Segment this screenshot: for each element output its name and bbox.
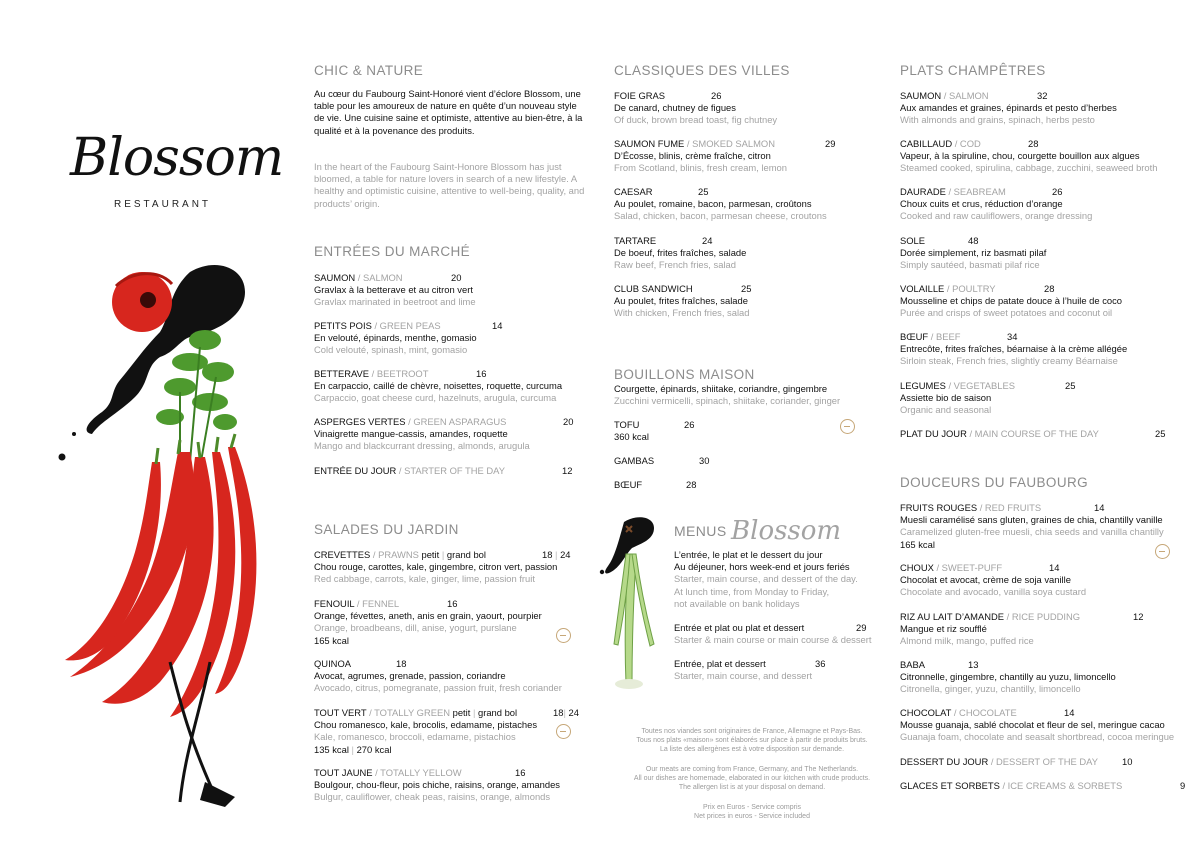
menu-item: CHOUX / SWEET-PUFF 14 Chocolat et avocat, crème de soja vanille Chocolate and avocado, vanilla soya custard	[900, 562, 1087, 598]
menu-item: BŒUF 28	[614, 479, 697, 490]
douceurs-title: DOUCEURS DU FAUBOURG	[900, 475, 1089, 490]
menu-item: RIZ AU LAIT D’AMANDE / RICE PUDDING 12 Mangue et riz soufflé Almond milk, mango, puffed rice	[900, 611, 1144, 647]
menu-item: SOLE 48 Dorée simplement, riz basmati pilaf Simply sautéed, basmati pilaf rice	[900, 235, 1047, 271]
menu-item: PLAT DU JOUR / MAIN COURSE OF THE DAY 25	[900, 428, 1166, 439]
menu-item: FENOUIL / FENNEL 16 Orange, févettes, aneth, anis en grain, yaourt, pourpier Orange, broadbeans, dill, anise, yogurt, purslane 165 kcal	[314, 598, 542, 646]
menu-item: TARTARE 24 De boeuf, frites fraîches, salade Raw beef, French fries, salad	[614, 235, 747, 271]
menus-title: MENUS Blossom	[674, 516, 842, 546]
menu-item: TOFU 26 360 kcal	[614, 419, 695, 443]
menu-item: FOIE GRAS 26 De canard, chutney de figues Of duck, brown bread toast, fig chutney	[614, 90, 778, 126]
menu-item: LEGUMES / VEGETABLES 25 Assiette bio de saison Organic and seasonal	[900, 380, 1076, 416]
menu-item: BABA 13 Citronnelle, gingembre, chantilly au yuzu, limoncello Citronella, ginger, yuzu, chantilly, limoncello	[900, 659, 1116, 695]
footnote-fr: Toutes nos viandes sont originaires de France, Allemagne et Pays-Bas. Tous nos plats «maison» sont élaborés sur place à partir de produits bruts. La liste des allergènes est à votre disposition sur demande.	[636, 728, 868, 753]
bouillons-title: BOUILLONS MAISON	[614, 367, 755, 382]
bouillons-desc: Courgette, épinards, shiitake, coriandre, gingembre Zucchini vermicelli, spinach, shiitake, coriander, ginger	[614, 383, 841, 407]
salades-title: SALADES DU JARDIN	[314, 522, 459, 537]
menus-intro: L’entrée, le plat et le dessert du jour Au déjeuner, hors week-end et jours feriés Starter, main course, and dessert of the day. At lunch time, from Monday to Friday, not available on bank holidays	[674, 549, 858, 609]
menu-item: QUINOA 18 Avocat, agrumes, grenade, passion, coriandre Avocado, citrus, pomegranate, passion fruit, fresh coriander	[314, 658, 562, 694]
menu-item: PETITS POIS / GREEN PEAS 14 En velouté, épinards, menthe, gomasio Cold velouté, spinash, mint, gomasio	[314, 320, 503, 356]
menu-item: CHOCOLAT / CHOCOLATE 14 Mousse guanaja, sablé chocolat et fleur de sel, meringue cacao Guanaja foam, chocolate and seasalt shortbread, cocoa meringue	[900, 707, 1175, 743]
footnote-prices: Prix en Euros - Service compris Net prices in euros - Service included	[694, 804, 810, 820]
label-badge-icon	[1155, 544, 1170, 559]
footnote-en: Our meats are coming from France, Germany, and The Netherlands. All our dishes are homemade, elaborated in our kitchen with crude products. The allergen list is at your disposal on demand.	[633, 766, 871, 791]
menu-item: ASPERGES VERTES / GREEN ASPARAGUS 20 Vinaigrette mangue-cassis, amandes, roquette Mango and blackcurrant dressing, almonds, arugula	[314, 416, 574, 452]
leek-illustration	[596, 514, 668, 690]
menu-item: CAESAR 25 Au poulet, romaine, bacon, parmesan, croûtons Salad, chicken, bacon, parmesan cheese, croutons	[614, 186, 827, 222]
menu-item: SAUMON / SALMON 20 Gravlax à la betterave et au citron vert Gravlax marinated in beetroot and lime	[314, 272, 476, 308]
label-badge-icon	[840, 419, 855, 434]
menu-item: TOUT VERT / TOTALLY GREEN petit | grand bol 18| 24 Chou romanesco, kale, brocolis, edamame, pistaches Kale, romanesco, broccoli, edamame, pistachios 135 kcal | 270 kcal	[314, 707, 579, 755]
menu-item: CABILLAUD / COD 28 Vapeur, à la spiruline, chou, courgette bouillon aux algues Steamed cooked, spirulina, cabbage, zucchini, seaweed broth	[900, 138, 1158, 174]
menu-item: ENTRÉE DU JOUR / STARTER OF THE DAY 12	[314, 465, 573, 476]
menu-item: GLACES ET SORBETS / ICE CREAMS & SORBETS 9	[900, 780, 1186, 791]
brand-logo: Blossom	[70, 128, 284, 188]
plats-title: PLATS CHAMPÊTRES	[900, 63, 1046, 78]
menu-item: VOLAILLE / POULTRY 28 Mousseline et chips de patate douce à l’huile de coco Purée and crisps of sweet potatoes and coconut oil	[900, 283, 1123, 319]
brand-subtitle: RESTAURANT	[114, 199, 212, 210]
menu-formula: Entrée et plat ou plat et dessert 29 Starter & main course or main course & dessert	[674, 622, 872, 646]
chic-text-en: In the heart of the Faubourg Saint-Honore Blossom has just bloomed, a table for nature lovers in search of a new lifestyle. A healthy and optimistic cuisine, attentive to well-being, quality, and products’ origin.	[314, 161, 585, 209]
menu-item: DESSERT DU JOUR / DESSERT OF THE DAY 10	[900, 756, 1133, 767]
menu-item: BŒUF / BEEF 34 Entrecôte, frites fraîches, béarnaise à la crème allégée Sirloin steak, French fries, slightly creamy Béarnaise	[900, 331, 1128, 367]
menu-formula: Entrée, plat et dessert 36 Starter, main course, and dessert	[674, 658, 826, 682]
label-badge-icon	[556, 724, 571, 739]
chic-text-fr: Au cœur du Faubourg Saint-Honoré vient d’éclore Blossom, une table pour les amoureux de nature en quête d’un nouveau style de vie. Une cuisine saine et optimiste, attentive au bien-être, à la qualité et à la povenance des produits.	[314, 88, 583, 136]
menu-item: SAUMON FUME / SMOKED SALMON 29 D’Écosse, blinis, crème fraîche, citron From Scotland, blinis, fresh cream, lemon	[614, 138, 836, 174]
entrees-title: ENTRÉES DU MARCHÉ	[314, 244, 471, 259]
menu-item: CLUB SANDWICH 25 Au poulet, frites fraîches, salade With chicken, French fries, salad	[614, 283, 752, 319]
menu-item: DAURADE / SEABREAM 26 Choux cuits et crus, réduction d’orange Cooked and raw cauliflowers, orange dressing	[900, 186, 1093, 222]
menu-item: CREVETTES / PRAWNS petit | grand bol 18 | 24 Chou rouge, carottes, kale, gingembre, citron vert, passion Red cabbage, carrots, kale, ginger, lime, passion fruit	[314, 549, 571, 585]
chic-title: CHIC & NATURE	[314, 63, 424, 78]
classiques-title: CLASSIQUES DES VILLES	[614, 63, 790, 78]
menu-item: BETTERAVE / BEETROOT 16 En carpaccio, caillé de chèvre, noisettes, roquette, curcuma Carpaccio, goat cheese curd, hazelnuts, arugula, curcuma	[314, 368, 563, 404]
menu-item: FRUITS ROUGES / RED FRUITS 14 Muesli caramélisé sans gluten, graines de chia, chantilly vanille Caramelized gluten-free muesli, chia seeds and vanilla chantilly 165 kcal	[900, 502, 1164, 550]
menu-item: TOUT JAUNE / TOTALLY YELLOW 16 Boulgour, chou-fleur, pois chiche, raisins, orange, amandes Bulgur, cauliflower, cheak peas, raisins, orange, almonds	[314, 767, 560, 803]
menu-item: SAUMON / SALMON 32 Aux amandes et graines, épinards et pesto d’herbes With almonds and grains, spinach, herbs pesto	[900, 90, 1117, 126]
chili-illustration	[40, 262, 270, 812]
menu-item: GAMBAS 30	[614, 455, 710, 466]
menus-script-logo: Blossom	[731, 516, 842, 546]
label-badge-icon	[556, 628, 571, 643]
